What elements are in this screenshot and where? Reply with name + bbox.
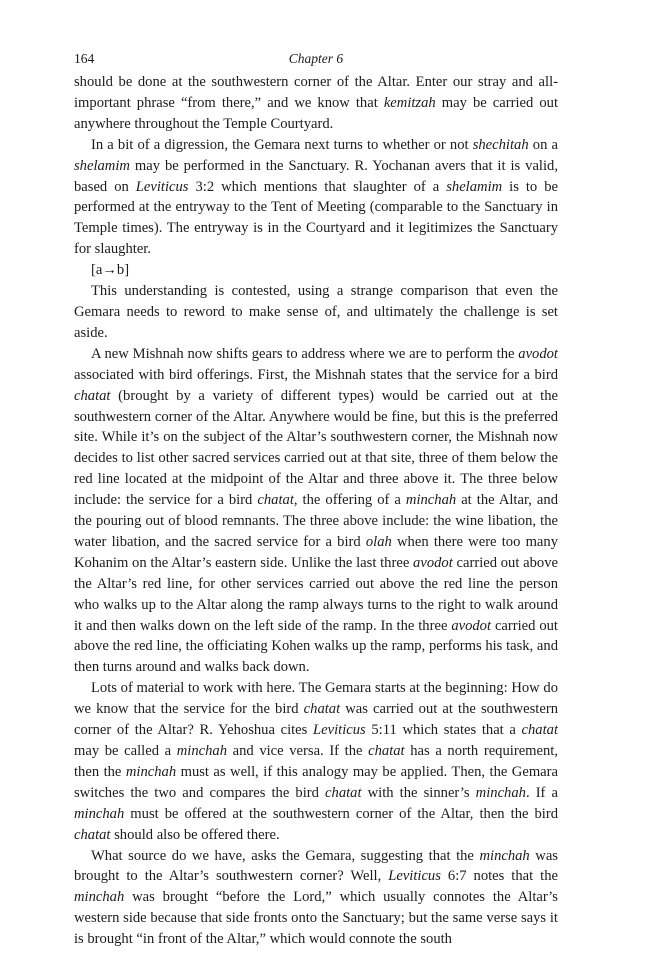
italic-term: shelamim xyxy=(446,178,503,195)
body-paragraph xyxy=(74,281,558,344)
italic-term: minchah xyxy=(125,763,177,780)
text-run: and vice versa. If the xyxy=(227,743,369,759)
text-run: carried out above the red line, the officiating Kohen walks up the ramp, performs his task, and then turns around and walks back down. xyxy=(74,617,558,676)
text-run: must as well, if this analogy may be applied. Then, the Gemara switches the two and compares the bird xyxy=(74,763,558,801)
body-paragraph xyxy=(74,135,558,260)
body-paragraph xyxy=(74,344,558,679)
text-run: 5:11 which states that a xyxy=(365,722,522,739)
italic-term: kemitzah xyxy=(383,94,436,111)
book-page xyxy=(74,50,558,950)
italic-term: chatat xyxy=(74,387,111,404)
body-paragraph xyxy=(74,260,558,281)
text-run: 3:2 which mentions that slaughter of a xyxy=(188,178,447,195)
italic-term: olah xyxy=(365,533,392,550)
text-run: . If a xyxy=(525,784,558,801)
italic-term: minchah xyxy=(479,847,530,864)
text-run: must be offered at the southwestern corner of the Altar, then the bird xyxy=(124,805,558,822)
text-run: may be called a xyxy=(74,743,177,759)
text-run: [a→b] xyxy=(91,262,130,279)
italic-term: minchah xyxy=(74,805,125,822)
text-run: with the sinner’s xyxy=(361,784,476,801)
italic-term: chatat xyxy=(368,743,405,759)
body-text xyxy=(74,72,558,950)
text-run: (brought by a variety of different types) would be carried out at the southwestern corner of the Altar. Anywhere would be fine, but this is the preferred site. While it’s on the subject of the Altar’s southwestern corner, the Mishnah now decides to list other sacred services carried out at that site, three of them below the red line located at the midpoint of the Altar and three above it. The three below include: the service for a bird xyxy=(74,387,558,509)
text-run: carried out above the Altar’s red line, for other services carried out above the red line the person who walks up to the Altar along the ramp always turns to the right to walk around it and then walks down on the left side of the ramp. In the three xyxy=(74,554,558,634)
text-run: A new Mishnah now shifts gears to address where we are to perform the xyxy=(91,345,519,362)
running-head xyxy=(74,50,558,72)
italic-term: chatat xyxy=(303,701,341,718)
text-run: What source do we have, asks the Gemara, suggesting that the xyxy=(91,847,480,864)
italic-term: chatat xyxy=(521,722,559,739)
italic-term: Leviticus xyxy=(135,178,189,195)
text-run: , the offering of a xyxy=(293,492,406,509)
italic-term: avodot xyxy=(451,617,492,634)
body-paragraph xyxy=(74,72,558,135)
italic-term: minchah xyxy=(475,784,526,801)
text-run: was brought “before the Lord,” which usually connotes the Altar’s western side because that side fronts onto the Sanctuary; but the same verse says it is brought “in front of the Altar,” which would connote the south xyxy=(74,889,558,948)
text-run: Lots of material to work with here. The Gemara starts at the beginning: How do we know that the service for the bird xyxy=(74,680,558,718)
italic-term: avodot xyxy=(518,345,558,362)
body-paragraph xyxy=(74,846,558,951)
italic-term: shechitah xyxy=(472,136,529,153)
italic-term: minchah xyxy=(176,743,227,759)
text-run: may be carried out anywhere throughout the Temple Courtyard. xyxy=(74,94,558,132)
text-run: In a bit of a digression, the Gemara next turns to whether or not xyxy=(91,136,473,153)
text-run: has a north requirement, then the xyxy=(74,743,559,780)
text-run: is to be performed at the entryway to the Tent of Meeting (comparable to the Sanctuary in Temple times). The entryway is in the Courtyard and it legitimizes the Sanctuary for slaughter. xyxy=(74,178,558,258)
italic-term: chatat xyxy=(325,784,362,801)
text-run: may be performed in the Sanctuary. R. Yochanan avers that it is valid, based on xyxy=(74,157,558,195)
italic-term: minchah xyxy=(405,492,457,509)
italic-term: chatat xyxy=(257,492,294,509)
text-run: on a xyxy=(528,136,558,153)
page-number: 164 xyxy=(74,51,95,66)
italic-term: Leviticus xyxy=(313,722,366,739)
text-run: was brought to the Altar’s southwestern corner? Well, xyxy=(74,847,558,885)
text-run: when there were too many Kohanim on the Altar’s eastern side. Unlike the last three xyxy=(74,533,558,571)
text-run: should also be offered there. xyxy=(110,826,280,843)
text-run: 6:7 notes that the xyxy=(440,868,558,885)
italic-term: avodot xyxy=(413,554,453,571)
body-paragraph xyxy=(74,678,558,845)
chapter-title: Chapter 6 xyxy=(288,51,344,66)
text-run: was carried out at the southwestern corner of the Altar? R. Yehoshua cites xyxy=(74,701,558,739)
italic-term: shelamim xyxy=(74,157,130,174)
text-run: at the Altar, and the pouring out of blood remnants. The three above include: the wine libation, the water libation, and the sacred service for a bird xyxy=(74,492,558,550)
text-run: This understanding is contested, using a strange comparison that even the Gemara needs to reword to make sense of, and ultimately the challenge is set aside. xyxy=(74,283,558,341)
text-run: associated with bird offerings. First, the Mishnah states that the service for a bird xyxy=(74,366,558,383)
italic-term: minchah xyxy=(74,889,125,906)
italic-term: Leviticus xyxy=(388,868,441,885)
text-run: should be done at the southwestern corner of the Altar. Enter our stray and all-important phrase “from there,” and we know that xyxy=(74,74,558,111)
italic-term: chatat xyxy=(74,826,111,843)
